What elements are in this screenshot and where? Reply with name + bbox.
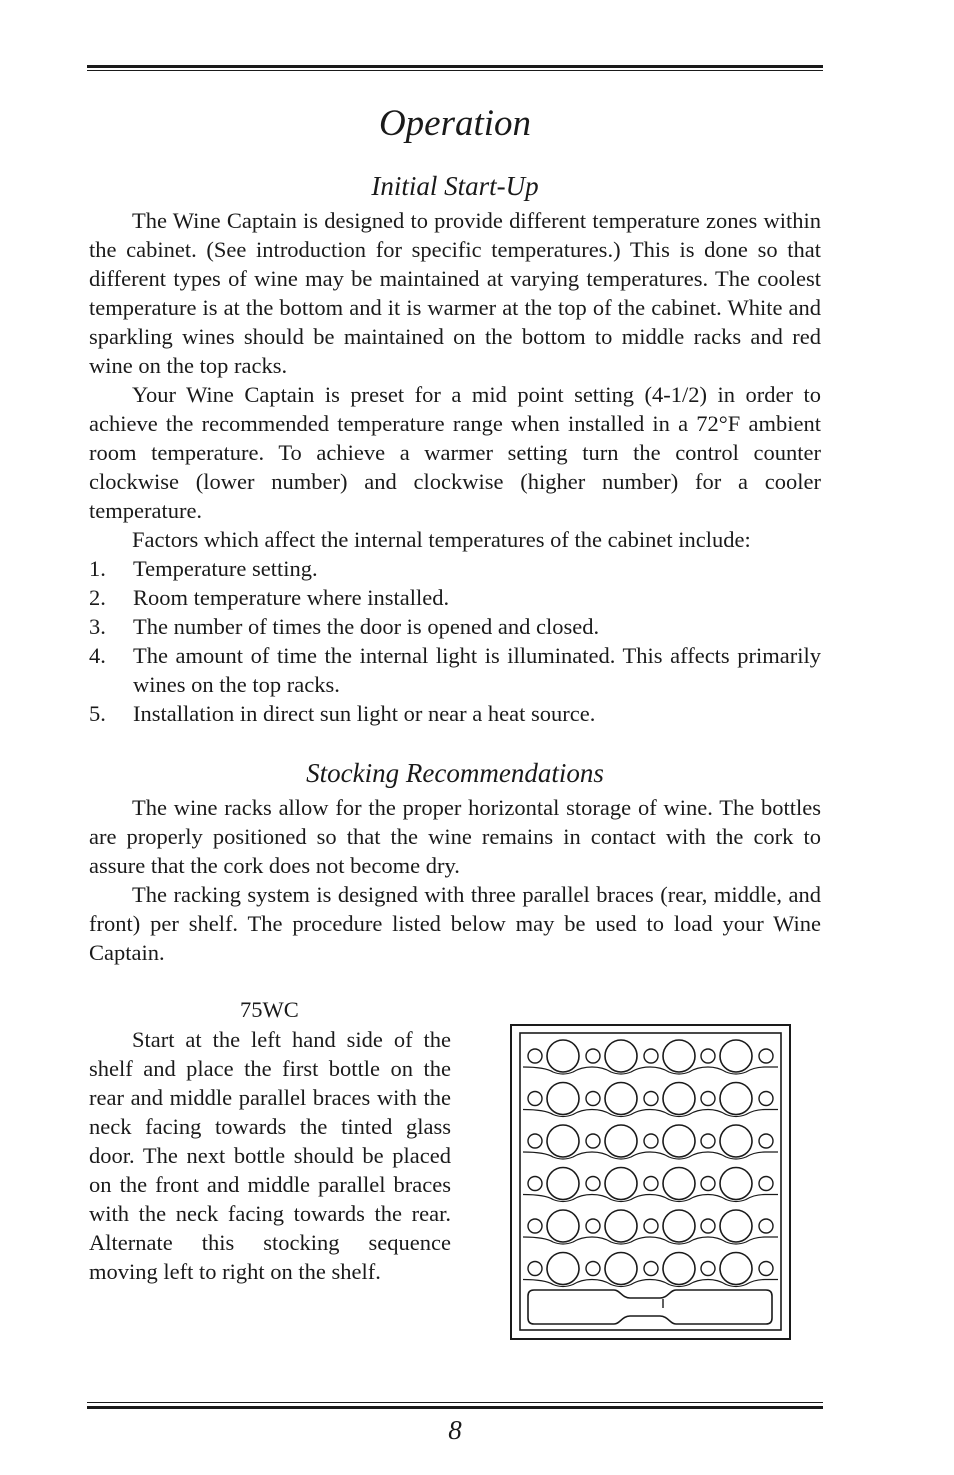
stocking-instructions: Start at the left hand side of the shelf and place the first bottle on the rear and middle parallel braces with the neck facing towards the tinted glass door. The next bottle should be placed on the front and middle parallel braces with the neck facing towards the rear. Alternate this stocking sequence moving left to right on the shelf. [89,1027,451,1284]
bottle-base-end [605,1210,637,1242]
bottle-base-end [605,1125,637,1157]
stocking-heading: Stocking Recommendations [306,758,604,788]
wine-rack-diagram [510,1024,791,1340]
bottle-neck-end [644,1134,658,1148]
page-number: 8 [448,1415,462,1445]
bottle-base-end [605,1083,637,1115]
bottle-neck-end [644,1177,658,1191]
bottle-neck-end [701,1092,715,1106]
list-text: Room temperature where installed. [133,585,450,610]
startup-paragraph-2: Your Wine Captain is preset for a mid point setting (4-1/2) in order to achieve the recommended temperature range when installed in a 72°F ambient room temperature. To achieve a warmer setting turn the control counter clockwise (lower number) and clockwise (higher number) for a cooler temperature. [89,382,821,523]
bottle-base-end [547,1040,579,1072]
list-number: 2. [89,585,106,610]
bottle-base-end [547,1168,579,1200]
initial-startup-heading: Initial Start-Up [371,171,539,201]
list-item [89,612,821,641]
bottle-neck-end [759,1262,773,1276]
startup-paragraph-3: Factors which affect the internal temperatures of the cabinet include: [132,527,751,552]
bottle-base-end [663,1253,695,1285]
bottle-base-end [605,1168,637,1200]
top-rule-thin [87,70,823,71]
bottle-base-end [720,1040,752,1072]
list-text: The number of times the door is opened and closed. [133,614,600,639]
bottle-neck-end [586,1177,600,1191]
bottle-neck-end [644,1262,658,1276]
bottle-neck-end [586,1049,600,1063]
bottle-base-end [720,1125,752,1157]
bottle-neck-end [586,1092,600,1106]
bottle-base-end [663,1125,695,1157]
bottle-base-end [720,1168,752,1200]
bottle-base-end [547,1210,579,1242]
list-number: 4. [89,643,106,668]
bottle-neck-end [528,1219,542,1233]
page-title: Operation [378,103,532,144]
bottle-neck-end [644,1049,658,1063]
bottle-neck-end [759,1219,773,1233]
stocking-paragraph-1: The wine racks allow for the proper horizontal storage of wine. The bottles are properly positioned so that the wine remains in contact with the cork to assure that the cork does not become dry. [89,795,821,878]
bottle-neck-end [644,1219,658,1233]
bottle-neck-end [701,1262,715,1276]
list-number: 5. [89,701,106,726]
list-text: The amount of time the internal light is illuminated. This affects primarily wines on the top racks. [133,643,821,697]
bottle-base-end [663,1040,695,1072]
bottle-neck-end [586,1134,600,1148]
bottle-base-end [605,1040,637,1072]
bottle-neck-end [759,1049,773,1063]
shelf-rows [523,1040,778,1287]
bottle-neck-end [528,1092,542,1106]
bottle-neck-end [586,1262,600,1276]
bottle-neck-end [701,1219,715,1233]
bottle-neck-end [701,1177,715,1191]
factors-list [89,554,821,728]
list-text: Installation in direct sun light or near a heat source. [133,701,596,726]
bottom-rule-thin [87,1402,823,1403]
bottle-base-end [720,1083,752,1115]
bottle-neck-end [528,1262,542,1276]
list-text: Temperature setting. [133,556,318,581]
list-number: 3. [89,614,106,639]
bottle-base-end [547,1083,579,1115]
bottle-base-end [720,1253,752,1285]
bottle-base-end [547,1253,579,1285]
startup-paragraph-1: The Wine Captain is designed to provide different temperature zones within the cabinet. (See introduction for specific temperatures.) This is done so that different types of wine may be maintained at varying temperatures. The coolest temperature is at the bottom and it is warmer at the top of the cabinet. White and sparkling wines should be maintained on the bottom to middle racks and red wine on the top racks. [89,208,821,378]
bottle-neck-end [759,1134,773,1148]
bottle-neck-end [586,1219,600,1233]
bottom-bottle-shape [528,1290,772,1324]
bottle-neck-end [759,1177,773,1191]
bottle-base-end [663,1083,695,1115]
stocking-paragraph-2: The racking system is designed with three parallel braces (rear, middle, and front) per shelf. The procedure listed below may be used to load your Wine Captain. [89,882,821,965]
bottle-neck-end [759,1092,773,1106]
bottle-base-end [663,1210,695,1242]
bottle-base-end [547,1125,579,1157]
model-label: 75WC [240,997,299,1022]
bottle-neck-end [701,1049,715,1063]
bottle-neck-end [644,1092,658,1106]
bottle-base-end [605,1253,637,1285]
bottle-neck-end [528,1049,542,1063]
bottle-neck-end [528,1134,542,1148]
bottle-base-end [720,1210,752,1242]
list-item [89,583,821,612]
top-rule [87,65,823,68]
list-item [89,641,821,699]
bottle-neck-end [701,1134,715,1148]
list-item [89,699,821,728]
bottle-base-end [663,1168,695,1200]
bottom-rule [87,1406,823,1409]
list-item [89,554,821,583]
list-number: 1. [89,556,106,581]
bottle-neck-end [528,1177,542,1191]
